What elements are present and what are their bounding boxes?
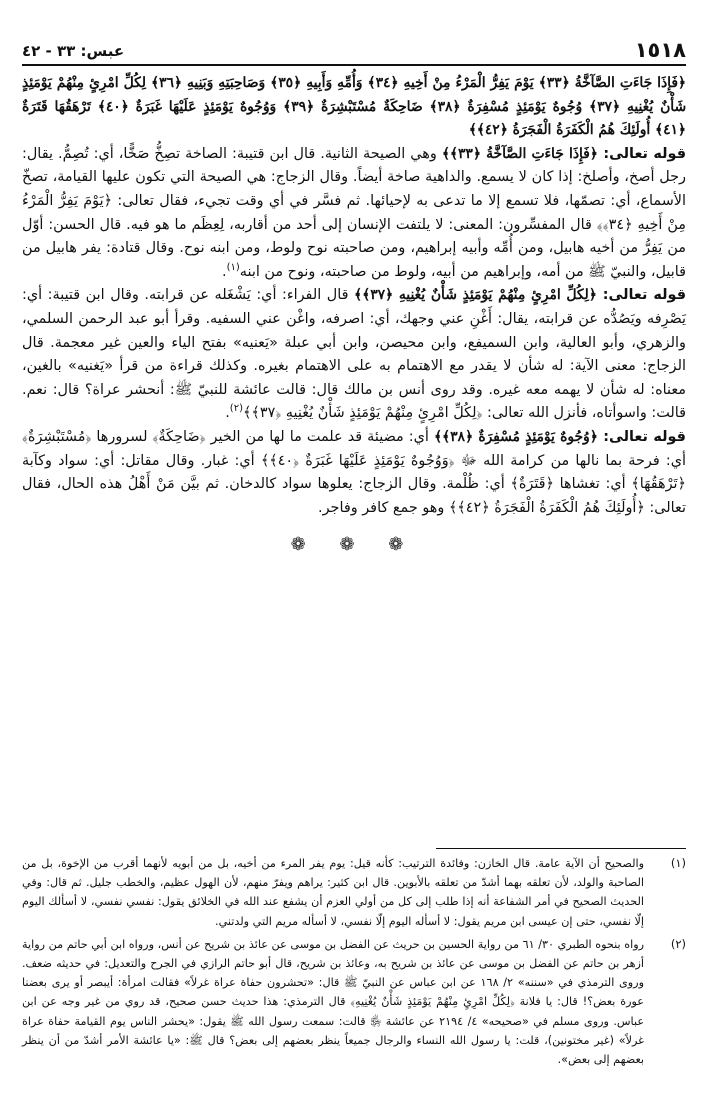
footnote-rule — [436, 848, 686, 849]
paragraph-lead: قوله تعالى: — [597, 145, 686, 162]
footnote-text: والصحيح أن الآية عامة. قال الخازن: وفائدة الترتيب: كأنه قيل: يوم يفر المرء من أخيه، بل من أبويه لأنهما أقرب من الإخوة، بل من الصاحبة والولد، لأن تعلقه بهما أشدّ من تعلقه بالأبوين. قال ابن كثير: يراهم ويفرّ منهم، لأن الهول عظيم، والخطب جليل. ثم قال: وفي الحديث الصحيح في أمر الشفاعة أنه إذا طلب إلى كل من أولي العزم أن يشفع عند الله في الخلائق يقول: نفسي نفسي، لا أسألك اليوم إلّا نفسي، حتى إن عيسى ابن مريم يقول: لا أسأله اليوم إلّا نفسي، لا أسأله مريم التي ولدتني. — [22, 857, 644, 928]
section-divider: ❁ ❁ ❁ — [290, 534, 418, 556]
main-text — [22, 72, 686, 520]
header-rule — [22, 64, 686, 66]
commentary-text: قال الفراء: أي: يَشْغَله عن قرابته. وقال ابن قتيبة: أي: يَصْرِفه ويَصُدُّه عن قرابته، يقال: أَغْنِ عني وجهك، أي: اصرفه، واغْن عني السفيه. وقرأ أبو عبد الرحمن السلمي، والزهري، وأبو العالية، وابن السميفع، وابن محيصن، وابن أبي عبلة «يَعنيه» بفتح الياء والعين غير معجمة. قال الزجاج: معنى الآية: له شأن لا يقدر مع الاهتمام به على الاهتمام بغيره. وكذلك قراءة من قرأ «يَغنيه» بالغين، معناه: له شأن لا يهمه معه غيره. وقد روى أنس بن مالك قال: قالت عائشة للنبيّ ﷺ: أنحشر عراة؟ قال: نعم. قالت: واسوأتاه، فأنزل الله تعالى: ﴿لِكُلِّ امْرِئٍ مِنْهُمْ يَوْمَئِذٍ شَأْنٌ يُغْنِيهِ ﴿٣٧﴾﴾ — [22, 287, 686, 422]
footnote-ref[interactable]: (٢) — [229, 403, 243, 415]
page-number: ١٥١٨ — [634, 38, 686, 62]
quran-verses: ﴿فَإِذَا جَاءَتِ الصَّآخَّةُ ﴿٣٣﴾ يَوْمَ يَفِرُّ الْمَرْءُ مِنْ أَخِيهِ ﴿٣٤﴾ وَأُمِّهِ وَأَبِيهِ ﴿٣٥﴾ وَصَاحِبَتِهِ وَبَنِيهِ ﴿٣٦﴾ لِكُلِّ امْرِئٍ مِنْهُمْ يَوْمَئِذٍ شَأْنٌ يُغْنِيهِ ﴿٣٧﴾ وُجُوهٌ يَوْمَئِذٍ مُسْفِرَةٌ ﴿٣٨﴾ ضَاحِكَةٌ مُسْتَبْشِرَةٌ ﴿٣٩﴾ وَوُجُوهٌ يَوْمَئِذٍ عَلَيْهَا غَبَرَةٌ ﴿٤٠﴾ تَرْهَقُهَا قَتَرَةٌ ﴿٤١﴾ أُولَئِكَ هُمُ الْكَفَرَةُ الْفَجَرَةُ ﴿٤٢﴾﴾ — [22, 75, 687, 139]
quran-quote: ﴿وُجُوهٌ يَوْمَئِذٍ مُسْفِرَةٌ ﴿٣٨﴾﴾ — [433, 428, 598, 445]
footnote-number: (٢) — [670, 936, 686, 951]
footnote-text: رواه بنحوه الطبري ٣٠/ ٦١ من رواية الحسين بن حريث عن الفضل بن موسى عن عائذ بن شريح عن أنس، ورواه ابن أبي حاتم من رواية أزهر بن حاتم عن الفضل بن موسى عن عائذ بن شريح به، وعائذ بن شريح، قال أبو حاتم الرازي في الجرح والتعديل: في حديثه ضعف. وروى الترمذي في «سننه» ٢/ ١٦٨ عن ابن عباس عن النبيّ ﷺ قال: «تحشرون حفاة عراة غرلاً» فقالت امرأة: أيبصر أو يرى بعضنا عورة بعض؟! قال: يا فلانة ﴿لِكُلِّ امْرِئٍ مِنْهُمْ يَوْمَئِذٍ شَأْنٌ يُغْنِيهِ﴾ قال الترمذي: هذا حديث حسن صحيح، قد روي من غير وجه عن ابن عباس. وروى مسلم في «صحيحه» ٤/ ٢١٩٤ عن عائشة ﵂ قالت: سمعت رسول الله ﷺ يقول: «يحشر الناس يوم القيامة حفاة عراة غرلاً» (غير مختونين)، قلت: يا رسول الله النساء والرجال جميعاً ينظر بعضهم إلى بعض؟ قال ﷺ: «يا عائشة الأمر أشدّ من أن ينظر بعضهم إلى بعض». — [22, 937, 645, 1067]
sentence-end: . — [222, 263, 227, 280]
commentary-text: وهي الصيحة الثانية. قال ابن قتيبة: الصاخة تصِخُّ صَخًّا، أي: تُصِمُّ. يقال: رجل أصخ، وأصلخ: إذا كان لا يسمع. والداهية صاخة أيضاً. وقال الزجاج: هي الصيحة التي تكون عليها القيامة، تصخّ الأسماع، أي: تصمّها، فلا تسمع إلا ما تدعى به لإحيائها. ثم فسَّر في أي وقت تجيء، فقال تعالى: ﴿يَوْمَ يَفِرُّ الْمَرْءُ مِنْ أَخِيهِ ﴿٣٤﴾﴾ قال المفسِّرون: المعنى: لا يلتفت الإنسان إلى أحد من أقاربه، لِعِظَم ما هو فيه. قال الحسن: أوّل من يَفِرُّ من أخيه هابيل، ومن أُمِّه وأبيه إبراهيم، ومن صاحبته نوح ولوط، ومن ابنه نوح. وقال قتادة: يفر هابيل من قابيل، والنبيّ ﷺ من أمه، وإبراهيم من أبيه، ولوط من صاحبته، ونوح من ابنه — [22, 145, 687, 280]
page — [22, 38, 686, 555]
sentence-end: . — [225, 405, 230, 422]
footnote-number: (١) — [670, 856, 686, 870]
commentary-text: أي: مضيئة قد علمت ما لها من الخير ﴿ضَاحِكَةٌ﴾ لسرورها ﴿مُسْتَبْشِرَةٌ﴾ أي: فرحة بما نالها من كرامة الله ﷻ ﴿وَوُجُوهٌ يَوْمَئِذٍ عَلَيْهَا غَبَرَةٌ ﴿٤٠﴾﴾ أي: غبار. وقال مقاتل: أي: سواد وكآبة ﴿تَرْهَقُهَا﴾ أي: تغشاها ﴿قَتَرَةٌ﴾ أي: ظُلْمة. وقال الزجاج: يعلوها سواد كالدخان. ثم بيَّن مَنْ أَهْلُ هذه الحال، فقال تعالى: ﴿أُولَئِكَ هُمُ الْكَفَرَةُ الْفَجَرَةُ ﴿٤٢﴾﴾ وهو جمع كافر وفاجر. — [22, 428, 686, 516]
commentary-paragraph — [22, 426, 686, 520]
verses-block — [22, 72, 686, 143]
paragraph-lead: قوله تعالى: — [596, 287, 686, 304]
commentary-paragraph — [22, 284, 686, 426]
surah-reference: عبس: ٣٣ - ٤٢ — [22, 42, 125, 60]
commentary-paragraph — [22, 143, 686, 285]
quran-quote: ﴿لِكُلِّ امْرِئٍ مِنْهُمْ يَوْمَئِذٍ شَأْنٌ يُغْنِيهِ ﴿٣٧﴾﴾ — [354, 287, 597, 304]
footnote — [22, 854, 686, 931]
running-header — [22, 38, 686, 60]
paragraph-lead: قوله تعالى: — [597, 428, 686, 445]
footnote-ref[interactable]: (١) — [226, 261, 240, 273]
quran-quote: ﴿فَإِذَا جَاءَتِ الصَّآخَّةُ ﴿٣٣﴾﴾ — [441, 145, 598, 162]
footnote — [22, 935, 686, 1069]
footnotes — [22, 854, 686, 1073]
